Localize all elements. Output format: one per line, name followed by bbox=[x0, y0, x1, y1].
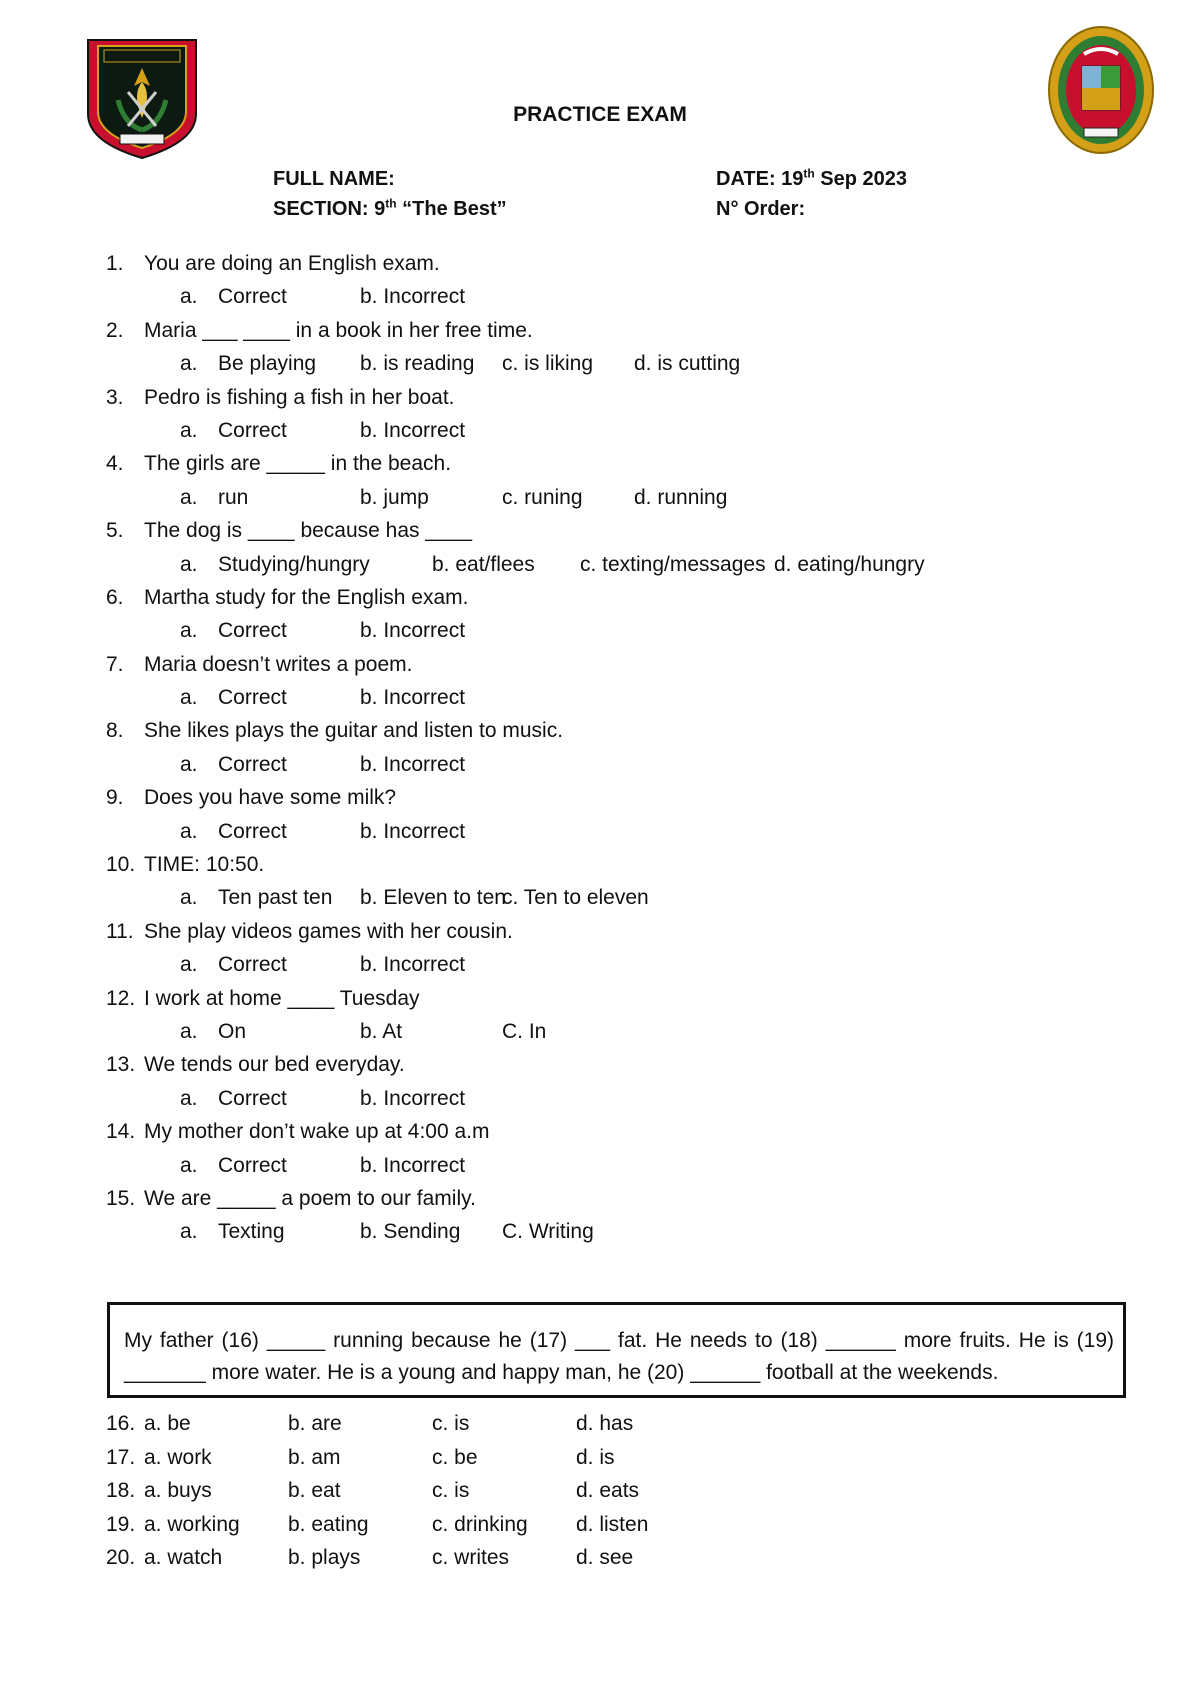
question-text: She play videos games with her cousin. bbox=[144, 919, 513, 943]
answer-option[interactable]: b. Incorrect bbox=[360, 285, 466, 309]
option-marker: a. bbox=[180, 352, 198, 376]
option-marker: a. bbox=[180, 1220, 198, 1244]
question-text: Does you have some milk? bbox=[144, 786, 397, 810]
question-number: 1. bbox=[106, 252, 124, 275]
answer-options bbox=[106, 285, 1106, 318]
answer-option[interactable]: On bbox=[218, 1019, 247, 1043]
fill-answer-row bbox=[106, 1412, 1006, 1446]
fill-answer-number: 20. bbox=[106, 1546, 136, 1570]
option-marker: a. bbox=[180, 819, 198, 843]
fill-answer-option[interactable]: b. are bbox=[288, 1412, 342, 1435]
fill-answer-option[interactable]: d. has bbox=[576, 1412, 634, 1435]
answer-options bbox=[106, 1087, 1106, 1120]
answer-options bbox=[106, 1154, 1106, 1187]
answer-option[interactable]: Correct bbox=[218, 686, 287, 710]
fill-answer-row bbox=[106, 1446, 1006, 1480]
question-item bbox=[106, 319, 1106, 352]
question-number: 3. bbox=[106, 385, 124, 409]
fill-answer-option[interactable]: d. eats bbox=[576, 1479, 640, 1503]
fill-answer-option[interactable]: c. is bbox=[432, 1479, 470, 1503]
answer-option[interactable]: Correct bbox=[218, 953, 287, 977]
question-number: 15. bbox=[106, 1186, 136, 1210]
question-number: 10. bbox=[106, 853, 136, 877]
question-text: Maria ___ ____ in a book in her free time. bbox=[144, 318, 533, 342]
question-number: 9. bbox=[106, 786, 124, 810]
question-text: Martha study for the English exam. bbox=[144, 585, 469, 609]
answer-option[interactable]: b. Eleven to ten bbox=[360, 886, 506, 910]
answer-option[interactable]: Correct bbox=[218, 752, 287, 776]
question-item bbox=[106, 786, 1106, 819]
fill-answer-option[interactable]: a. work bbox=[144, 1445, 212, 1469]
answer-option[interactable]: Texting bbox=[218, 1220, 285, 1244]
answer-option[interactable]: b. is reading bbox=[360, 352, 475, 376]
option-marker: a. bbox=[180, 285, 198, 309]
question-text: TIME: 10:50. bbox=[144, 853, 265, 877]
answer-option[interactable]: b. Incorrect bbox=[360, 686, 466, 710]
question-item bbox=[106, 1120, 1106, 1153]
answer-option[interactable]: b. Incorrect bbox=[360, 953, 466, 977]
option-marker: a. bbox=[180, 886, 198, 910]
question-number: 6. bbox=[106, 585, 124, 609]
question-item bbox=[106, 653, 1106, 686]
answer-options bbox=[106, 1220, 1106, 1253]
answer-option[interactable]: b. jump bbox=[360, 485, 429, 509]
option-marker: a. bbox=[180, 552, 198, 576]
fill-answer-option[interactable]: d. listen bbox=[576, 1512, 649, 1536]
answer-option[interactable]: d. running bbox=[634, 485, 728, 509]
school-crest-icon bbox=[84, 34, 200, 160]
question-text: The dog is ____ because has ____ bbox=[144, 519, 473, 543]
option-marker: a. bbox=[180, 418, 198, 442]
answer-option[interactable]: Be playing bbox=[218, 352, 317, 376]
fill-answer-number: 16. bbox=[106, 1412, 136, 1435]
answer-option[interactable]: c. texting/messages bbox=[580, 552, 766, 576]
fill-answer-option[interactable]: b. plays bbox=[288, 1546, 361, 1570]
question-text: My mother don’t wake up at 4:00 a.m bbox=[144, 1120, 490, 1144]
question-number: 7. bbox=[106, 652, 124, 676]
date-label: DATE: 19th Sep 2023 bbox=[716, 166, 908, 190]
question-number: 11. bbox=[106, 919, 134, 943]
answer-option[interactable]: b. Incorrect bbox=[360, 752, 466, 776]
option-marker: a. bbox=[180, 686, 198, 710]
question-item bbox=[106, 1187, 1106, 1220]
answer-option[interactable]: c. Ten to eleven bbox=[502, 886, 649, 910]
answer-option[interactable]: b. eat/flees bbox=[432, 552, 535, 576]
option-marker: a. bbox=[180, 619, 198, 643]
question-number: 4. bbox=[106, 452, 124, 476]
question-text: We tends our bed everyday. bbox=[144, 1053, 405, 1077]
answer-option[interactable]: c. is liking bbox=[502, 352, 594, 376]
answer-option[interactable]: Correct bbox=[218, 819, 287, 843]
answer-options bbox=[106, 886, 1106, 919]
answer-option[interactable]: Ten past ten bbox=[218, 886, 333, 910]
answer-option[interactable]: Correct bbox=[218, 1086, 287, 1110]
option-marker: a. bbox=[180, 1019, 198, 1043]
answer-options bbox=[106, 820, 1106, 853]
answer-option[interactable]: C. Writing bbox=[502, 1220, 594, 1244]
question-item bbox=[106, 586, 1106, 619]
fill-answer-option[interactable]: a. be bbox=[144, 1412, 191, 1435]
answer-option[interactable]: Correct bbox=[218, 418, 287, 442]
question-number: 5. bbox=[106, 519, 124, 543]
exam-title: PRACTICE EXAM bbox=[513, 103, 687, 126]
question-list bbox=[106, 252, 1106, 1254]
option-marker: a. bbox=[180, 953, 198, 977]
fill-answer-option[interactable]: b. eating bbox=[288, 1512, 369, 1536]
fill-answer-row bbox=[106, 1546, 1006, 1580]
answer-options bbox=[106, 619, 1106, 652]
full-name-label: FULL NAME: bbox=[273, 168, 395, 190]
reading-passage: My father (16) _____ running because he (17) ___ fat. He needs to (18) ______ more fruits. He is (19) _______ more water. He is a young and happy man, he (20) ______ football at the weekends. bbox=[124, 1329, 1114, 1384]
question-text: Maria doesn’t writes a poem. bbox=[144, 652, 413, 676]
answer-option[interactable]: b. Incorrect bbox=[360, 819, 466, 843]
question-number: 13. bbox=[106, 1053, 136, 1077]
fill-answer-option[interactable]: a. buys bbox=[144, 1479, 212, 1503]
answer-options bbox=[106, 486, 1106, 519]
answer-option[interactable]: Correct bbox=[218, 619, 287, 643]
question-text: I work at home ____ Tuesday bbox=[144, 986, 420, 1010]
answer-option[interactable]: b. Incorrect bbox=[360, 1086, 466, 1110]
question-text: We are _____ a poem to our family. bbox=[144, 1186, 476, 1210]
answer-option[interactable]: b. Incorrect bbox=[360, 1153, 466, 1177]
answer-option[interactable]: b. At bbox=[360, 1019, 403, 1043]
order-number-label: N° Order: bbox=[716, 198, 806, 220]
answer-option[interactable]: d. is cutting bbox=[634, 352, 741, 376]
fill-in-answer-list bbox=[106, 1412, 1006, 1580]
fill-answer-option[interactable]: c. be bbox=[432, 1445, 478, 1469]
fill-answer-number: 19. bbox=[106, 1512, 136, 1536]
fill-answer-option[interactable]: d. is bbox=[576, 1445, 615, 1469]
fill-answer-option[interactable]: c. drinking bbox=[432, 1512, 528, 1536]
question-item bbox=[106, 987, 1106, 1020]
option-marker: a. bbox=[180, 1153, 198, 1177]
fill-answer-option[interactable]: b. eat bbox=[288, 1479, 341, 1503]
question-number: 2. bbox=[106, 318, 124, 342]
question-item bbox=[106, 386, 1106, 419]
question-text: The girls are _____ in the beach. bbox=[144, 452, 452, 476]
question-text: Pedro is fishing a fish in her boat. bbox=[144, 385, 455, 409]
fill-answer-option[interactable]: c. is bbox=[432, 1412, 470, 1435]
answer-option[interactable]: b. Incorrect bbox=[360, 418, 466, 442]
fill-answer-number: 18. bbox=[106, 1479, 136, 1503]
section-label: SECTION: 9th “The Best” bbox=[273, 196, 507, 220]
answer-options bbox=[106, 352, 1106, 385]
answer-option[interactable]: d. eating/hungry bbox=[774, 552, 925, 576]
answer-options bbox=[106, 553, 1106, 586]
fill-answer-option[interactable]: a. watch bbox=[144, 1546, 223, 1570]
answer-option[interactable]: C. In bbox=[502, 1019, 547, 1043]
option-marker: a. bbox=[180, 1086, 198, 1110]
question-item bbox=[106, 519, 1106, 552]
reading-passage-box bbox=[107, 1302, 1126, 1398]
question-item bbox=[106, 920, 1106, 953]
option-marker: a. bbox=[180, 752, 198, 776]
question-item bbox=[106, 1053, 1106, 1086]
fill-answer-row bbox=[106, 1479, 1006, 1513]
question-item bbox=[106, 719, 1106, 752]
answer-option[interactable]: c. runing bbox=[502, 485, 583, 509]
fill-answer-option[interactable]: d. see bbox=[576, 1546, 634, 1570]
answer-option[interactable]: Correct bbox=[218, 285, 287, 309]
question-text: You are doing an English exam. bbox=[144, 252, 440, 275]
answer-option[interactable]: Correct bbox=[218, 1153, 287, 1177]
answer-options bbox=[106, 1020, 1106, 1053]
question-item bbox=[106, 452, 1106, 485]
question-item bbox=[106, 252, 1106, 285]
question-number: 12. bbox=[106, 986, 136, 1010]
answer-option[interactable]: b. Incorrect bbox=[360, 619, 466, 643]
fill-answer-option[interactable]: c. writes bbox=[432, 1546, 510, 1570]
answer-options bbox=[106, 753, 1106, 786]
answer-option[interactable]: run bbox=[218, 485, 249, 509]
fill-answer-number: 17. bbox=[106, 1445, 136, 1469]
answer-options bbox=[106, 419, 1106, 452]
fill-answer-option[interactable]: b. am bbox=[288, 1445, 341, 1469]
question-item bbox=[106, 853, 1106, 886]
question-number: 14. bbox=[106, 1120, 136, 1144]
fill-answer-row bbox=[106, 1513, 1006, 1547]
answer-options bbox=[106, 953, 1106, 986]
fill-answer-option[interactable]: a. working bbox=[144, 1512, 240, 1536]
question-text: She likes plays the guitar and listen to music. bbox=[144, 719, 564, 743]
national-coat-of-arms-icon bbox=[1046, 24, 1156, 156]
question-number: 8. bbox=[106, 719, 124, 743]
answer-option[interactable]: Studying/hungry bbox=[218, 552, 370, 576]
answer-option[interactable]: b. Sending bbox=[360, 1220, 461, 1244]
answer-options bbox=[106, 686, 1106, 719]
option-marker: a. bbox=[180, 485, 198, 509]
